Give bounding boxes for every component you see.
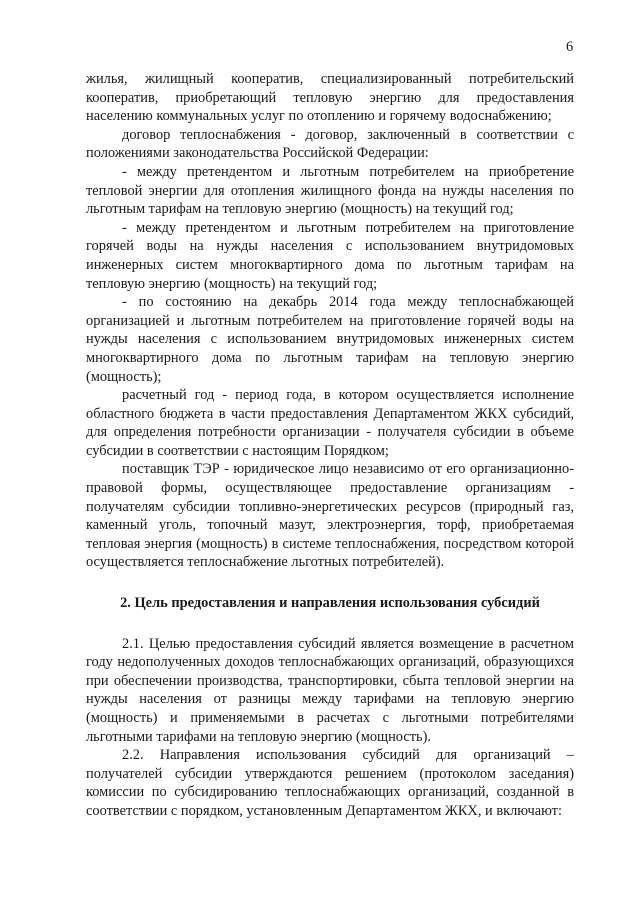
- paragraph-fuel-supplier: поставщик ТЭР - юридическое лицо независимо от его организационно-правовой формы, осуществляющее предоставление организациям - получателям субсидии топливно-энергетических ресурсов (природный газ, каменный уголь, топочный мазут, электроэнергия, торф, приобретаемая тепловая энергия (мощность) в системе теплоснабжения, посредством которой осуществляется теплоснабжение льготных потребителей).: [86, 461, 574, 571]
- paragraph-continuation: жилья, жилищный кооператив, специализированный потребительский кооператив, приобретающий тепловую энергию для предоставления населению коммунальных услуг по отоплению и горячему водоснабжению;: [86, 71, 574, 125]
- paragraph-settlement-year: расчетный год - период года, в котором осуществляется исполнение областного бюджета в части предоставления Департаментом ЖКХ субсидий, для определения потребности организации - получателя субсидии в объеме субсидии в соответствии с настоящим Порядком;: [86, 387, 574, 459]
- paragraph-2-2: 2.2. Направления использования субсидий для организаций – получателей субсидии утверждаются решением (протоколом заседания) комиссии по субсидированию теплоснабжающих организаций, созданной в соответствии с порядком, установленным Департаментом ЖКХ, и включают:: [86, 747, 574, 819]
- paragraph-contract-item-december-2014: - по состоянию на декабрь 2014 года между теплоснабжающей организацией и льготным потребителем на приготовление горячей воды на нужды населения с использованием внутридомовых инженерных систем многоквартирного дома по льготным тарифам на тепловую энергию (мощность);: [86, 294, 574, 385]
- paragraph-contract-item-heating: - между претендентом и льготным потребителем на приобретение тепловой энергии для отопления жилищного фонда на нужды населения по льготным тарифам на тепловую энергию (мощность) на текущий год;: [86, 163, 574, 218]
- paragraph-2-1: 2.1. Целью предоставления субсидий является возмещение в расчетном году недополученных доходов теплоснабжающих организаций, образующихся при обеспечении производства, транспортировки, сбыта тепловой энергии на нужды населения от разницы между тарифами на тепловую энергию (мощность) и применяемыми в расчетах с льготными потребителями льготными тарифами на тепловую энергию (мощность).: [86, 635, 574, 745]
- paragraph-heat-supply-contract: договор теплоснабжения - договор, заключенный в соответствии с положениями законодательства Российской Федерации:: [86, 126, 574, 162]
- page-body: [86, 70, 574, 821]
- page-number: 6: [566, 39, 574, 55]
- section-heading: 2. Цель предоставления и направления использования субсидий: [120, 595, 540, 612]
- paragraph-contract-item-hot-water: - между претендентом и льготным потребителем на приготовление горячей воды на нужды населения с использованием внутридомовых инженерных систем многоквартирного дома по льготным тарифам на тепловую энергию (мощность) на текущий год;: [86, 219, 574, 292]
